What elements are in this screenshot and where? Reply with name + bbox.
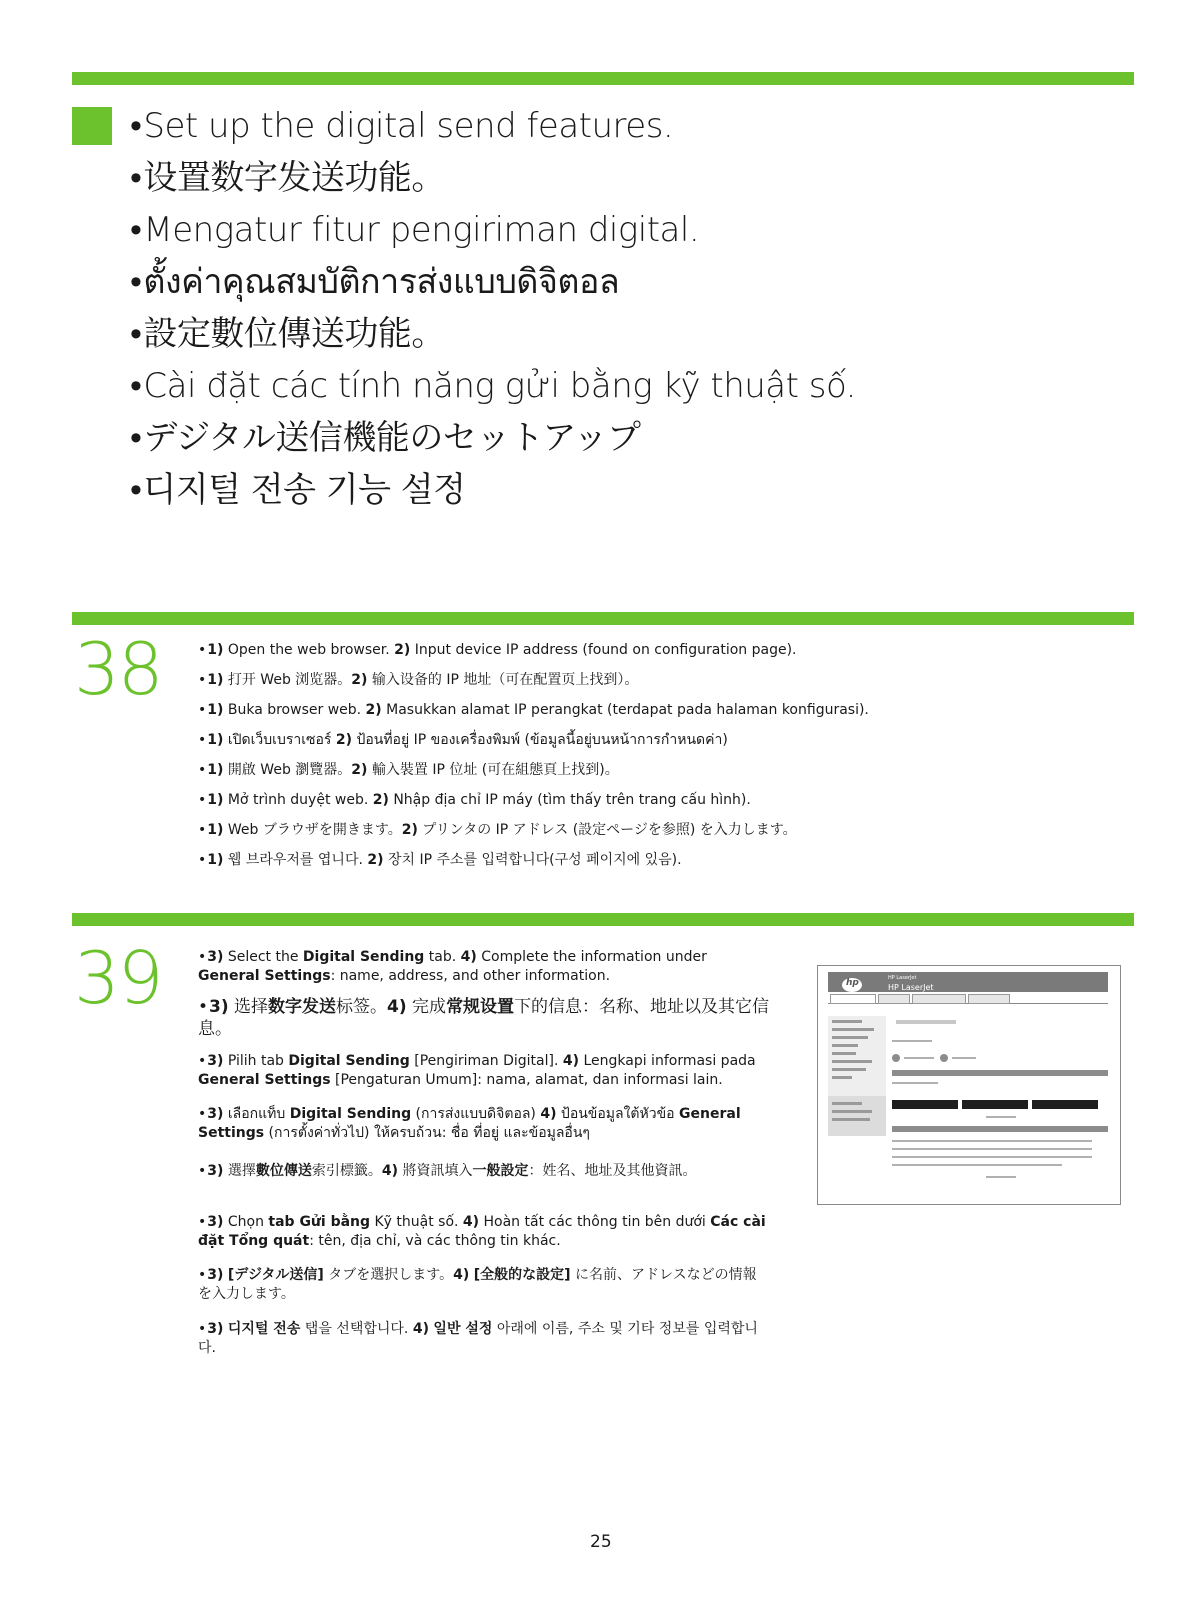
- title-list: [130, 100, 856, 516]
- step39-divider-bar: [72, 913, 1134, 926]
- title-line: • 設定數位傳送功能。: [130, 308, 856, 360]
- instruction-line: • 1) 打开 Web 浏览器。2) 输入设备的 IP 地址（可在配置页上找到）。: [198, 671, 869, 701]
- title-line: • ตั้งค่าคุณสมบัติการส่งแบบดิจิตอล: [130, 256, 856, 308]
- title-line: • デジタル送信機能のセットアップ: [130, 412, 856, 464]
- ews-tab: [912, 994, 966, 1004]
- instruction-line: • 1) Buka browser web. 2) Masukkan alamat IP perangkat (terdapat pada halaman konfigurasi).: [198, 701, 869, 731]
- ews-tab: [830, 994, 876, 1004]
- instruction-line: • 1) เปิดเว็บเบราเซอร์ 2) ป้อนที่อยู่ IP ของเครื่องพิมพ์ (ข้อมูลนี้อยู่บนหน้าการกำหนดค่า): [198, 731, 869, 761]
- ews-tab: [878, 994, 910, 1004]
- instruction-paragraph: • 3) Pilih tab Digital Sending [Pengiriman Digital]. 4) Lengkapi informasi pada General Settings [Pengaturan Umum]: nama, alamat, dan informasi lain.: [198, 1052, 770, 1090]
- instruction-line: • 1) Web ブラウザを開きます。2) プリンタの IP アドレス (設定ページを参照) を入力します。: [198, 821, 869, 851]
- step38-divider-bar: [72, 612, 1134, 625]
- step-number: 38: [74, 627, 162, 711]
- ews-tab: [968, 994, 1010, 1004]
- instruction-paragraph: • 3) เลือกแท็บ Digital Sending (การส่งแบบดิจิตอล) 4) ป้อนข้อมูลใต้หัวข้อ General Settings (การตั้งค่าทั่วไป) ให้ครบถ้วน: ชื่อ ที่อยู่ และข้อมูลอื่นๆ: [198, 1105, 770, 1143]
- section-marker: [72, 107, 112, 145]
- page-number: 25: [590, 1532, 612, 1552]
- ews-header: [828, 972, 1108, 992]
- title-line: • Mengatur fitur pengiriman digital.: [130, 204, 856, 256]
- instruction-paragraph: • 3) [デジタル送信] タブを選択します。4) [全般的な設定] に名前、アドレスなどの情報を入力します。: [198, 1266, 770, 1304]
- instruction-line: • 1) Open the web browser. 2) Input device IP address (found on configuration page).: [198, 641, 869, 671]
- instruction-line: • 1) 開啟 Web 瀏覽器。2) 輸入裝置 IP 位址 (可在組態頁上找到)。: [198, 761, 869, 791]
- instruction-paragraph: • 3) Chọn tab Gửi bằng Kỹ thuật số. 4) Hoàn tất các thông tin bên dưới Các cài đặt Tổng quát: tên, địa chỉ, và các thông tin khác.: [198, 1213, 770, 1251]
- hp-logo: [842, 978, 862, 992]
- ews-product-name: HP LaserJet HP LaserJet: [888, 975, 934, 992]
- instruction-paragraph: • 3) 选择数字发送标签。4) 完成常规设置下的信息：名称、地址以及其它信息。: [198, 996, 770, 1040]
- title-line: • 设置数字发送功能。: [130, 152, 856, 204]
- instruction-line: • 1) Mở trình duyệt web. 2) Nhập địa chỉ IP máy (tìm thấy trên trang cấu hình).: [198, 791, 869, 821]
- instruction-paragraph: • 3) Select the Digital Sending tab. 4) Complete the information under General Settings: name, address, and other information.: [198, 948, 770, 986]
- instruction-line: • 1) 웹 브라우저를 엽니다. 2) 장치 IP 주소를 입력합니다(구성 페이지에 있음).: [198, 851, 869, 881]
- ews-screenshot: [817, 965, 1121, 1205]
- top-divider-bar: [72, 72, 1134, 85]
- ews-tabs: [828, 994, 1108, 1004]
- title-line: • Set up the digital send features.: [130, 100, 856, 152]
- step-number: 39: [74, 936, 162, 1020]
- instruction-paragraph: • 3) 選擇數位傳送索引標籤。4) 將資訊填入一般設定：姓名、地址及其他資訊。: [198, 1162, 770, 1181]
- title-line: • 디지털 전송 기능 설정: [130, 464, 856, 516]
- ews-sidebar: [828, 1016, 886, 1136]
- step38-instructions: [198, 641, 869, 881]
- title-line: • Cài đặt các tính năng gửi bằng kỹ thuật số.: [130, 360, 856, 412]
- instruction-paragraph: • 3) 디지털 전송 탭을 선택합니다. 4) 일반 설정 아래에 이름, 주소 및 기타 정보를 입력합니다.: [198, 1320, 770, 1358]
